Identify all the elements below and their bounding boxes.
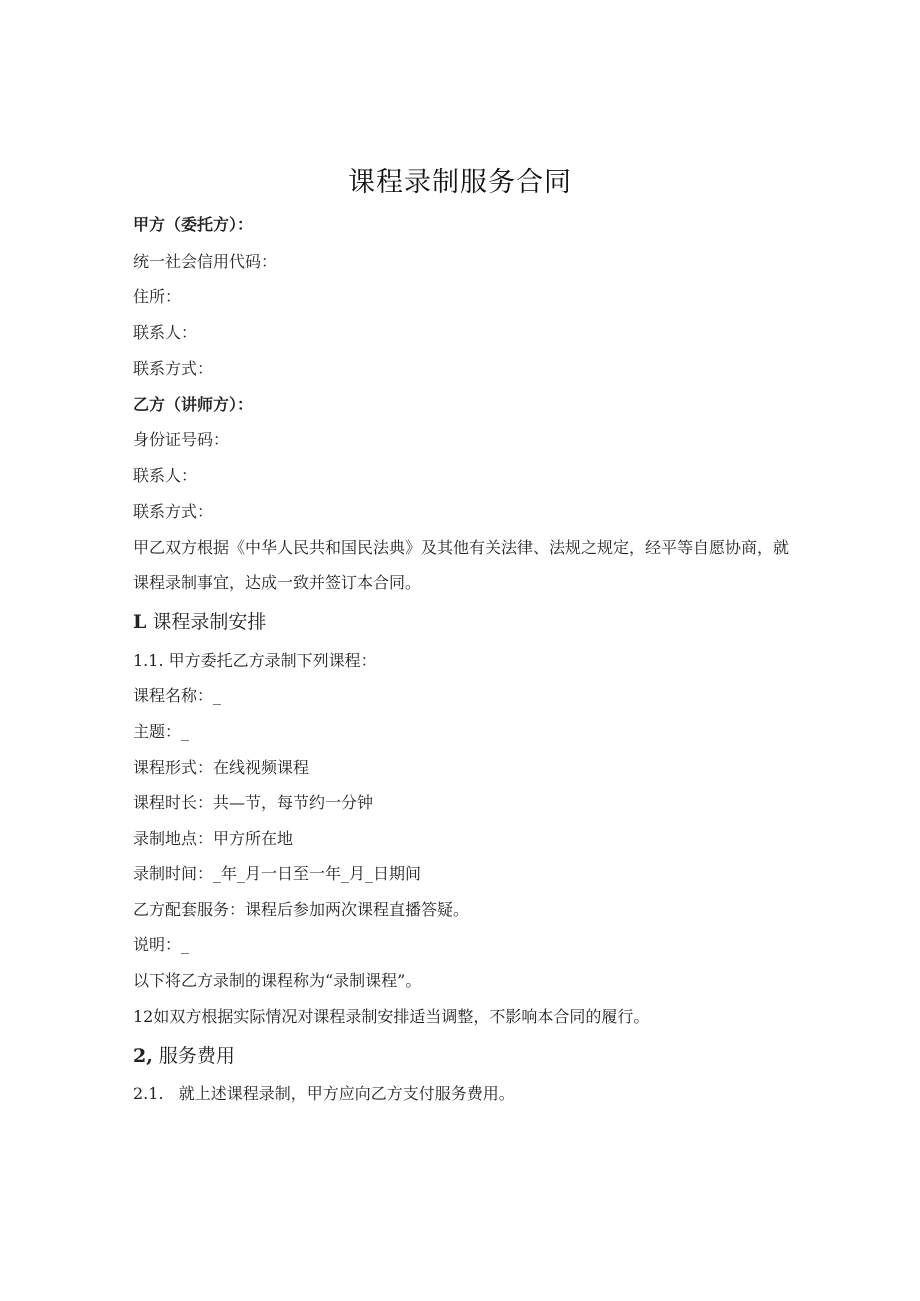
recorded-course-definition: 以下将乙方录制的课程称为“录制课程”。 (133, 971, 422, 990)
record-location-field: 录制地点：甲方所在地 (133, 829, 294, 848)
section-2-number: 2, (133, 1045, 153, 1067)
party-a-contact: 联系人： (133, 323, 198, 342)
party-a-credit-code: 统一社会信用代码： (133, 252, 278, 271)
party-b-id: 身份证号码： (133, 430, 230, 449)
course-duration-field: 课程时长：共—节，每节约一分钟 (133, 793, 374, 812)
party-b-contact-method: 联系方式： (133, 502, 214, 521)
party-b-heading: 乙方（讲师方）： (133, 395, 254, 414)
section-2-heading (133, 1045, 235, 1067)
topic-field: 主题：_ (133, 722, 190, 741)
course-name-field: 课程名称：_ (133, 686, 222, 705)
party-b-contact: 联系人： (133, 466, 198, 485)
clause-1-2: 12如双方根据实际情况对课程录制安排适当调整，不影响本合同的履行。 (133, 1007, 650, 1026)
section-1-title: 课程录制安排 (152, 611, 267, 633)
section-2-title: 服务费用 (158, 1045, 235, 1067)
course-form-field: 课程形式：在线视频课程 (133, 758, 310, 777)
record-time-field: 录制时间：_年_月一日至一年_月_日期间 (133, 864, 422, 883)
section-1-heading (133, 611, 266, 633)
party-a-contact-method: 联系方式： (133, 359, 214, 378)
support-service-field: 乙方配套服务：课程后参加两次课程直播答疑。 (133, 900, 470, 919)
section-1-number: L (133, 611, 147, 633)
party-a-address: 住所： (133, 287, 182, 306)
note-field: 说明：_ (133, 935, 190, 954)
party-a-heading: 甲方（委托方）： (133, 215, 254, 234)
clause-2-1: 2.1. 就上述课程录制，甲方应向乙方支付服务费用。 (133, 1084, 515, 1103)
clause-1-1: 1.1. 甲方委托乙方录制下列课程： (133, 651, 377, 670)
document-title: 课程录制服务合同 (348, 167, 572, 198)
preamble-paragraph: 甲乙双方根据《中华人民共和国民法典》及其他有关法律、法规之规定，经平等自愿协商，就课程录制事宜，达成一致并签订本合同。 (133, 538, 790, 592)
